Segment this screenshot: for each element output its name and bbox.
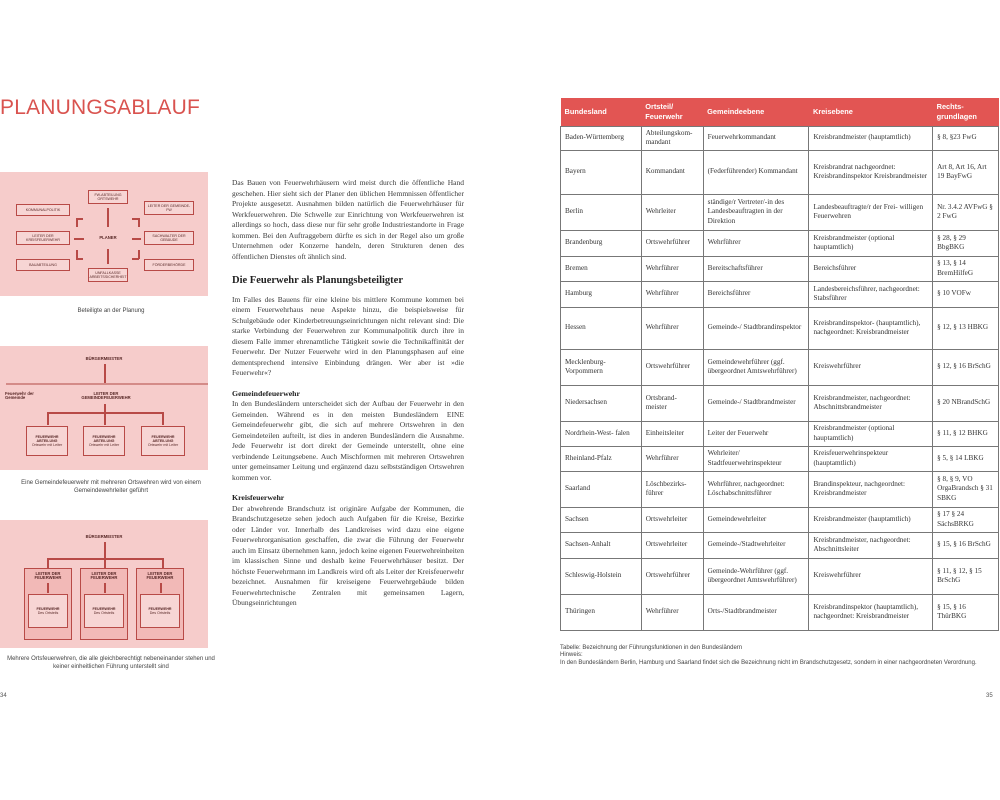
leadership-functions-table <box>560 98 999 631</box>
diagram3-caption: Mehrere Ortsfeuerwehren, die alle gleichberechtigt nebeneinander stehen und keiner einheitlichen Führung unterstellt sind <box>7 656 215 670</box>
table-cell: Wehrleiter <box>641 194 703 230</box>
table-cell: Einheitsleiter <box>641 421 703 446</box>
connector-line <box>47 558 49 568</box>
table-row <box>561 126 999 150</box>
table-cell: Ortswehrführer <box>641 349 703 385</box>
unit-box <box>83 426 125 456</box>
page-title: PLANUNGSABLAUF <box>0 96 201 119</box>
table-cell: Gemeindewehrführer (ggf. übergeordnet Amtswehrführer) <box>703 349 809 385</box>
table-cell: Wehrführer <box>641 256 703 281</box>
unit-box <box>26 426 68 456</box>
table-cell: Art 8, Art 16, Art 19 BayFwG <box>933 150 999 194</box>
unit-sub: Des Ortsteils <box>37 611 59 615</box>
table-hint-label: Hinweis: <box>560 652 583 659</box>
box-fw-abteilung: FW-ABTEILUNG ORTSWEHR <box>88 190 128 204</box>
connector-line <box>160 583 162 593</box>
table-row <box>561 385 999 421</box>
municipal-fire-brigade-diagram <box>0 346 208 470</box>
table-row <box>561 594 999 630</box>
connector-line <box>104 404 106 412</box>
table-cell: Kommandant <box>641 150 703 194</box>
table-cell: Bereichsführer <box>703 281 809 307</box>
box-unfallkasse: UNFALLKASSE ARBEITSSICHERHEIT <box>88 268 128 282</box>
table-cell: Landesbereichsführer, nachgeordnet: Stabsführer <box>809 281 933 307</box>
table-cell: Wehrführer <box>641 446 703 471</box>
table-cell: Bereitschaftsführer <box>703 256 809 281</box>
table-cell: Ortswehrleiter <box>641 507 703 532</box>
paragraph-feuerwehr: Im Falles des Bauens für eine kleine bis mittlere Kommune kommen bei einem Feuerwehrhaus neue Aspekte hinzu, die beispielsweise für Schulgebäude oder Kinderbetreuungseinrichtungen nicht relevant sind: Die starke Verbindung der Feuerwehren zur Kommunalpolitik durch ihre in diesem Falle immer ehrenamtliche Tätigkeit sowie die Technikaffinität der Feuerwehr. Der Nutzer Feuerwehr wird in den Planungsphasen auf eine dementsprechend intensive Einbindung drängen. Wer aber ist »die Feuerwehr«? <box>232 294 464 377</box>
table-cell: Kreisbrandmeister (optional hauptamtlich) <box>809 230 933 256</box>
table-cell: § 15, § 16 ThürBKG <box>933 594 999 630</box>
table-cell: Kreisbrandmeister (hauptamtlich) <box>809 126 933 150</box>
box-bauabteilung: BAUABTEILUNG <box>16 259 70 271</box>
heading-gemeindefeuerwehr: Gemeindefeuerwehr <box>232 388 300 398</box>
table-cell: Bremen <box>561 256 642 281</box>
unit-title: FEUERWEHR <box>36 606 60 611</box>
unit-title: FEUERWEHR ABTEILUNG <box>35 434 59 443</box>
table-cell: Nordrhein-West- falen <box>561 421 642 446</box>
table-cell: Ortswehrführer <box>641 230 703 256</box>
table-cell: § 11, § 12, § 15 BrSchG <box>933 558 999 594</box>
table-cell: § 8, § 9, VO OrgaBrandsch § 31 SBKG <box>933 471 999 507</box>
table-cell: Berlin <box>561 194 642 230</box>
connector-line <box>132 258 139 260</box>
table-cell: Kreisbrandinspektor- (hauptamtlich), nachgeordnet: Kreisbrandmeister <box>809 307 933 349</box>
table-cell: § 12, § 13 HBKG <box>933 307 999 349</box>
table-cell: Bayern <box>561 150 642 194</box>
box-leiter-feuerwehr: LEITER DER FEUERWEHR <box>90 570 118 580</box>
connector-line <box>162 412 164 425</box>
table-header-cell: Rechts- grundlagen <box>933 98 999 126</box>
table-cell: Kreisbrandmeister, nachgeordnet: Abschnittsleiter <box>809 532 933 558</box>
unit-box <box>140 594 180 628</box>
diagram2-caption: Eine Gemeindefeuerwehr mit mehreren Ortswehren wird von einem Gemeindewehrleiter geführt <box>21 480 201 494</box>
table-cell: § 12, § 16 BrSchG <box>933 349 999 385</box>
table-cell: Wehrführer <box>641 281 703 307</box>
table-cell: Leiter der Feuerwehr <box>703 421 809 446</box>
table-row <box>561 194 999 230</box>
connector-line <box>74 238 84 240</box>
table-cell: Gemeindewehrleiter <box>703 507 809 532</box>
table-cell: § 20 NBrandSchG <box>933 385 999 421</box>
table-cell: Gemeinde-/ Stadtbrandinspektor <box>703 307 809 349</box>
connector-line <box>47 583 49 593</box>
table-cell: Brandenburg <box>561 230 642 256</box>
table-cell: Wehrleiter/ Stadtfeuerwehrinspekteur <box>703 446 809 471</box>
table-cell: § 17 § 24 SächsBRKG <box>933 507 999 532</box>
table-row <box>561 558 999 594</box>
connector-line <box>104 542 106 558</box>
unit-sub: Ortswehr mit Leiter <box>31 443 63 448</box>
table-hint: In den Bundesländern Berlin, Hamburg und Saarland findet sich die Bezeichnung nicht im Brandschutzgesetz, sondern in einer nachgeordneten Verordnung. <box>560 659 977 666</box>
table-header-cell: Bundesland <box>561 98 642 126</box>
connector-line <box>132 238 141 240</box>
unit-sub: Des Ortsteils <box>149 611 171 615</box>
table-row <box>561 150 999 194</box>
table-cell: Kreisbrandrat nachgeordnet: Kreisbrandinspektor Kreisbrandmeister <box>809 150 933 194</box>
connector-line <box>104 583 106 593</box>
connector-line <box>104 558 106 568</box>
table-header-row <box>561 98 999 126</box>
table-cell: Sachsen <box>561 507 642 532</box>
table-row <box>561 532 999 558</box>
table-cell: Kreisfeuerwehrinspekteur (hauptamtlich) <box>809 446 933 471</box>
page-number-right: 35 <box>986 693 993 699</box>
connector-line <box>132 218 139 220</box>
independent-fire-brigades-diagram <box>0 520 208 648</box>
table-header-cell: Ortsteil/ Feuerwehr <box>641 98 703 126</box>
unit-box <box>141 426 185 456</box>
table-cell: ständige/r Vertreter/-in des Landesbeauftragten in der Direktion <box>703 194 809 230</box>
table-cell: Gemeinde-Wehrführer (ggf. übergeordnet Amtswehrführer) <box>703 558 809 594</box>
table-cell: Wehrführer <box>641 307 703 349</box>
connector-line <box>47 412 49 425</box>
table-cell: Kreisbrandinspektor (hauptamtlich), nachgeordnet: Kreisbrandmeister <box>809 594 933 630</box>
table-body <box>561 126 999 630</box>
box-buergermeister: BÜRGERMEISTER <box>85 355 123 361</box>
connector-line <box>104 412 106 425</box>
box-planer: PLANER <box>99 234 117 240</box>
table-cell: Gemeinde-/Stadtwehrleiter <box>703 532 809 558</box>
table-cell: § 11, § 12 BHKG <box>933 421 999 446</box>
table-cell: Kreiswehrführer <box>809 558 933 594</box>
table-cell: Rheinland-Pfalz <box>561 446 642 471</box>
side-label-feuerwehr-gemeinde: Feuerwehr der Gemeinde <box>5 390 34 400</box>
table-header-cell: Kreisebene <box>809 98 933 126</box>
box-leiter-gemeindefeuerwehr: LEITER DER GEMEINDEFEUERWEHR <box>81 390 131 400</box>
connector-line <box>104 364 106 384</box>
table-cell: § 13, § 14 BremHilfeG <box>933 256 999 281</box>
unit-box <box>84 594 124 628</box>
table-cell: § 5, § 14 LBKG <box>933 446 999 471</box>
table-cell: Brandinspekteur, nachgeordnet: Kreisbrandmeister <box>809 471 933 507</box>
connector-line <box>76 258 83 260</box>
table-cell: Mecklenburg- Vorpommern <box>561 349 642 385</box>
table-cell: Orts-/Stadtbrandmeister <box>703 594 809 630</box>
table-cell: Bereichsführer <box>809 256 933 281</box>
table-cell: Kreisbrandmeister (optional hauptamtlich) <box>809 421 933 446</box>
unit-sub: Ortswehr mit Leiter <box>147 443 179 448</box>
diagram1-caption: Beteiligte an der Planung <box>77 308 145 314</box>
unit-sub: Des Ortsteils <box>93 611 115 615</box>
table-header-cell: Gemeindeebene <box>703 98 809 126</box>
page-number-left: 34 <box>0 693 7 699</box>
box-buergermeister: BÜRGERMEISTER <box>85 533 123 539</box>
table-caption-block <box>560 645 1000 667</box>
table-cell: Löschbezirks- führer <box>641 471 703 507</box>
table-cell: Kreiswehrführer <box>809 349 933 385</box>
table-cell: (Federführender) Kommandant <box>703 150 809 194</box>
table-cell: Sachsen-Anhalt <box>561 532 642 558</box>
table-row <box>561 507 999 532</box>
table-cell: Saarland <box>561 471 642 507</box>
box-leiter-kreis: LEITER DER KREISFEUERWEHR <box>16 231 70 245</box>
table-row <box>561 471 999 507</box>
table-cell: Abteilungskom- mandant <box>641 126 703 150</box>
heading-kreisfeuerwehr: Kreisfeuerwehr <box>232 493 285 502</box>
connector-line <box>107 249 109 264</box>
table-cell: Schleswig-Holstein <box>561 558 642 594</box>
unit-title: FEUERWEHR ABTEILUNG <box>92 434 116 443</box>
table-cell: § 28, § 29 BbgBKG <box>933 230 999 256</box>
unit-title: FEUERWEHR <box>92 606 116 611</box>
table-cell: Baden-Württemberg <box>561 126 642 150</box>
table-row <box>561 230 999 256</box>
box-kommunalpolitik: KOMMUNALPOLITIK <box>16 204 70 216</box>
table-cell: Wehrführer <box>641 594 703 630</box>
planning-participants-diagram <box>0 172 208 296</box>
unit-title: FEUERWEHR <box>148 606 172 611</box>
table-cell: Feuerwehrkommandant <box>703 126 809 150</box>
table-cell: Wehrführer <box>703 230 809 256</box>
box-leiter-feuerwehr: LEITER DER FEUERWEHR <box>146 570 174 580</box>
paragraph-gemeindefeuerwehr: In den Bundesländern unterscheidet sich der Aufbau der Feuerwehr in den Gemeinden. Während es in den meisten Bundesländern EINE Gemeindefeuerwehr gibt, die sich auf mehrere Ortswehren in den Gemeindeteilen aufteilt, ist dies in anderen Bundesländern die Ausnahme. Jede Feuerwehr ist dort direkt der Gemeinde unterstellt, ohne eine verbindende Leitungsebene. Auch Mischformen mit mehreren Ortswehren unter gemeinsamer Leitung und ergänzend dazu selbstständigen Ortswehren kommen vor. <box>232 399 464 482</box>
table-cell: Landesbeauftragte/r der Frei- willigen Feuerwehren <box>809 194 933 230</box>
heading-feuerwehr-planungsbeteiligter: Die Feuerwehr als Planungsbeteiligter <box>232 275 403 286</box>
table-row <box>561 446 999 471</box>
intro-paragraph: Das Bauen von Feuerwehrhäusern wird meist durch die öffentliche Hand geschehen. Hier sieht sich der Planer den üblichen Hemmnissen öffentlicher Projekte ausgesetzt. Ausnahmen bilden natürlich die Feuerwehrhäuser für Werkfeuerwehren. Die Schwelle zur Einrichtung von Werkfeuerwehren ist allerdings so hoch, dass diese nur für sehr große Industriestandorte in Frage kommen. Bei den Auftraggebern dürfte es sich in der Regel also um große Unternehmen oder Konzerne handeln, deren Strukturen denen des öffentlichen Dienstes oft ähnlich sind. <box>232 178 464 261</box>
table-row <box>561 256 999 281</box>
connector-line <box>162 558 164 568</box>
table-cell: § 8, §23 FwG <box>933 126 999 150</box>
table-cell: Gemeinde-/ Stadtbrandmeister <box>703 385 809 421</box>
table-cell: Thüringen <box>561 594 642 630</box>
body-text-column <box>232 178 464 609</box>
table-cell: Ortswehrleiter <box>641 532 703 558</box>
bracket-line <box>6 383 208 385</box>
table-cell: Kreisbrandmeister, nachgeordnet: Abschnittsbrandmeister <box>809 385 933 421</box>
table-row <box>561 349 999 385</box>
box-foerderbehoerde: FÖRDERBEHÖRDE <box>144 259 194 271</box>
table-cell: § 15, § 16 BrSchG <box>933 532 999 558</box>
table-cell: Kreisbrandmeister (hauptamtlich) <box>809 507 933 532</box>
table-cell: Hessen <box>561 307 642 349</box>
unit-sub: Ortswehr mit Leiter <box>88 443 120 448</box>
table-caption: Tabelle: Bezeichnung der Führungsfunktionen in den Bundesländern <box>560 645 743 651</box>
unit-box <box>28 594 68 628</box>
box-leiter-gemeinde: LEITER DER GEMEINDE-FW <box>144 201 194 215</box>
table-row <box>561 281 999 307</box>
connector-line <box>107 208 109 227</box>
table-cell: Niedersachsen <box>561 385 642 421</box>
table-cell: Wehrführer, nachgeordnet: Löschabschnittsführer <box>703 471 809 507</box>
connector-line <box>76 218 83 220</box>
table-row <box>561 421 999 446</box>
table-cell: § 10 VOFw <box>933 281 999 307</box>
box-sachwalter: SACHWALTER DER GEBÄUDE <box>144 231 194 245</box>
box-leiter-feuerwehr: LEITER DER FEUERWEHR <box>34 570 62 580</box>
table-cell: Ortsbrand- meister <box>641 385 703 421</box>
table-cell: Hamburg <box>561 281 642 307</box>
paragraph-kreisfeuerwehr: Der abwehrende Brandschutz ist originäre Aufgabe der Kommunen, die Brandschutzgesetze sehen jedoch auch Aufgaben für die Kreise, Bezirke oder Länder vor. Innerhalb des Landkreises wird dazu eine eigene Feuerwehrorganisation geschaffen, die zwar die Führung der Feuerwehr auch im Einsatz übernehmen kann, jedoch keine eigenen Feuerwehreinheiten im klassischen Sinne und deshalb keine Feuerwehrhäuser besitzt. Der höchste Feuerwehrmann im Landkreis wird oft als Leiter der Kreisfeuerwehr bezeichnet. Ausnahmen für kreiseigene Feuerwehrgebäude bilden Feuerwehrtechnische Zentralen mit gemeinsamen Lagern, Übungseinrichtungen <box>232 503 464 607</box>
table-cell: Nr. 3.4.2 AVFwG § 2 FwG <box>933 194 999 230</box>
table-row <box>561 307 999 349</box>
unit-title: FEUERWEHR ABTEILUNG <box>151 434 175 443</box>
table-cell: Ortswehrführer <box>641 558 703 594</box>
